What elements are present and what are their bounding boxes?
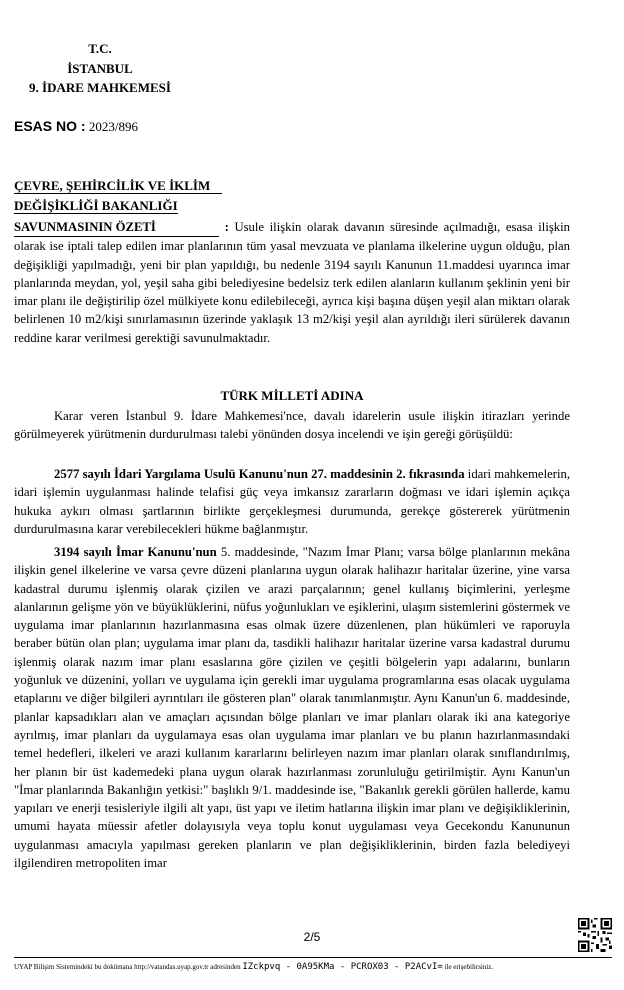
- defense-summary-label: SAVUNMASININ ÖZETİ: [14, 218, 219, 237]
- verification-code: IZckpvq - 0A95KMa - PCROX03 - P2ACvI=: [242, 962, 443, 972]
- footer-prefix: UYAP Bilişim Sistemindeki bu dokümana http://vatandas.uyap.gov.tr adresinden: [14, 963, 241, 971]
- page-number: 2/5: [303, 930, 321, 944]
- ministry-line-1: ÇEVRE, ŞEHİRCİLİK VE İKLİM: [14, 178, 222, 194]
- qr-code-icon: [578, 918, 612, 952]
- section-title: TÜRK MİLLETİ ADINA: [220, 388, 364, 403]
- court-city: İSTANBUL: [67, 61, 133, 76]
- ministry-line-2: DEĞİŞİKLİĞİ BAKANLIĞI: [14, 198, 178, 213]
- case-number-value: 2023/896: [88, 119, 138, 134]
- paragraph-1: Karar veren İstanbul 9. İdare Mahkemesi'nce, davalı idarelerin usule ilişkin itirazları yerinde görülmeyerek yürütmenin durdurulması talebi yönünden dosya incelendi ve işin gereği görüşüldü:: [14, 409, 570, 442]
- defense-summary-text: Usule ilişkin olarak davanın süresinde açılmadığı, esasa ilişkin olarak ise iptali talep edilen imar planlarının tüm yasal mevzuata ve planlama ilkelerine uygun olduğu, plan değişikliği yapılmadığı, yeni bir plan yapıldığı, bu nedenle 3194 sayılı Kanunun 11.maddesi uyarınca imar planlarında meydan, yol, yeşil saha gibi belediyesine bedelsiz terk edilen alanların kullanım şeklinin yeni bir imar planı ile değiştirilip özel mülkiyete konu edilebileceği, ayrıca kişi başına düşen yeşil alan miktarı olarak belirlenen 10 m2/kişi sınırlamasının üzerinde yaklaşık 13 m2/kişi yeşil alan ayrıldığı ileri sürülerek davanın reddine karar verilmesi gerektiği savunulmaktadır.: [14, 220, 571, 345]
- paragraph-2: 2577 sayılı İdari Yargılama Usulü Kanunu'nun 27. maddesinin 2. fıkrasında idari mahkemelerin, idari işlemin uygulanması halinde telafisi güç veya imkansız zararların doğması ve idari işlemin açıkça hukuka aykırı olması şartlarının birlikte gerçekleşmesi durumunda, gerekçe göstererek yürütmenin durdurulmasına karar verebilecekleri hükme bağlanmıştır.: [14, 467, 570, 536]
- footer-suffix: ile erişebilirsiniz.: [444, 963, 494, 971]
- case-number-label: ESAS NO :: [14, 118, 86, 134]
- case-number: [14, 118, 138, 135]
- paragraph-3: 3194 sayılı İmar Kanunu'nun 5. maddesinde, "Nazım İmar Planı; varsa bölge planlarının mekâna ilişkin genel ilkelerine ve varsa çevre düzeni planlarına uygun olarak halihazır haritalar üzerine, yine varsa kadastral durumu işlenmiş olarak çizilen ve arazi parçalarının; genel kullanış biçimlerini, yerleşme alanlarının gelişme yön ve büyüklüklerini, nüfus yoğunlukları ve eşiklerini, ulaşım sistemlerini göstermek ve uygulama imar planlarının hazırlanmasına esas olmak üzere düzenlenen, plan hükümleri ve raporuyla beraber bütün olan plan; uygulama imar planı da, tasdikli halihazır haritalar üzerine varsa kadastral durumu işlenmiş olarak nazım imar planı esaslarına göre çizilen ve çeşitli bölgelerin yapı adalarını, bunların yoğunluk ve düzenini, yolları ve uygulama için gerekli imar uygulama programlarına esas olacak uygulama etaplarını ve diğer bilgileri ayrıntıları ile gösteren plan" olarak tanımlanmıştır. Aynı Kanun'un 6. maddesinde, planlar kapsadıkları alan ve amaçları açısından bölge planları ve imar planları olarak iki ana kategoriye ayrılmış, imar planları da uygulamaya esas olan uygulama imar planları ve bu planın hazırlanmasındaki temel hedefleri, ilkeleri ve arazi kullanım kararlarını belirleyen nazım imar planları olarak sınıflandırılmış, her planın bir üst kademedeki plana uygun olarak hazırlanması zorunluluğu getirilmiştir. Aynı Kanun'un "İmar planlarında Bakanlığın yetkisi:" başlıklı 9/1. maddesinde ise, "Bakanlık gerekli görülen hallerde, kamu yapıları ve enerji tesisleriyle ilgili alt yapı, üst yapı ve iletim hatlarına ilişkin imar planı ve değişikliklerinin, umumi hayata müessir afetler dolayısıyla veya toplu konut uygulaması veya Gecekondu Kanununun uygulanması amacıyla yapılması gereken planların ve plan değişikliklerinin, birden fazla belediyeyi ilgilendiren metropoliten imar: [14, 545, 570, 871]
- footer-divider: [14, 957, 612, 958]
- footer: [14, 962, 493, 972]
- defense-summary: SAVUNMASININ ÖZETİ : Usule ilişkin olarak davanın süresinde açılmadığı, esasa ilişkin olarak ise iptali talep edilen imar planlarının tüm yasal mevzuata ve planlama ilkelerine uygun olduğu, plan değişikliği yapılmadığı, yeni bir plan yapıldığı, bu nedenle 3194 sayılı Kanunun 11.maddesi uyarınca imar planlarında meydan, yol, yeşil saha gibi belediyesine bedelsiz terk edilen alanların kullanım şeklinin yeni bir imar planı ile değiştirilip özel mülkiyete konu edilebileceği, ayrıca kişi başına düşen yeşil alan miktarı olarak belirlenen 10 m2/kişi sınırlamasının üzerinde yaklaşık 13 m2/kişi yeşil alan ayrıldığı ileri sürülerek davanın reddine karar verilmesi gerektiği savunulmaktadır.: [14, 220, 571, 345]
- court-name: 9. İDARE MAHKEMESİ: [29, 80, 171, 95]
- court-country: T.C.: [88, 41, 112, 56]
